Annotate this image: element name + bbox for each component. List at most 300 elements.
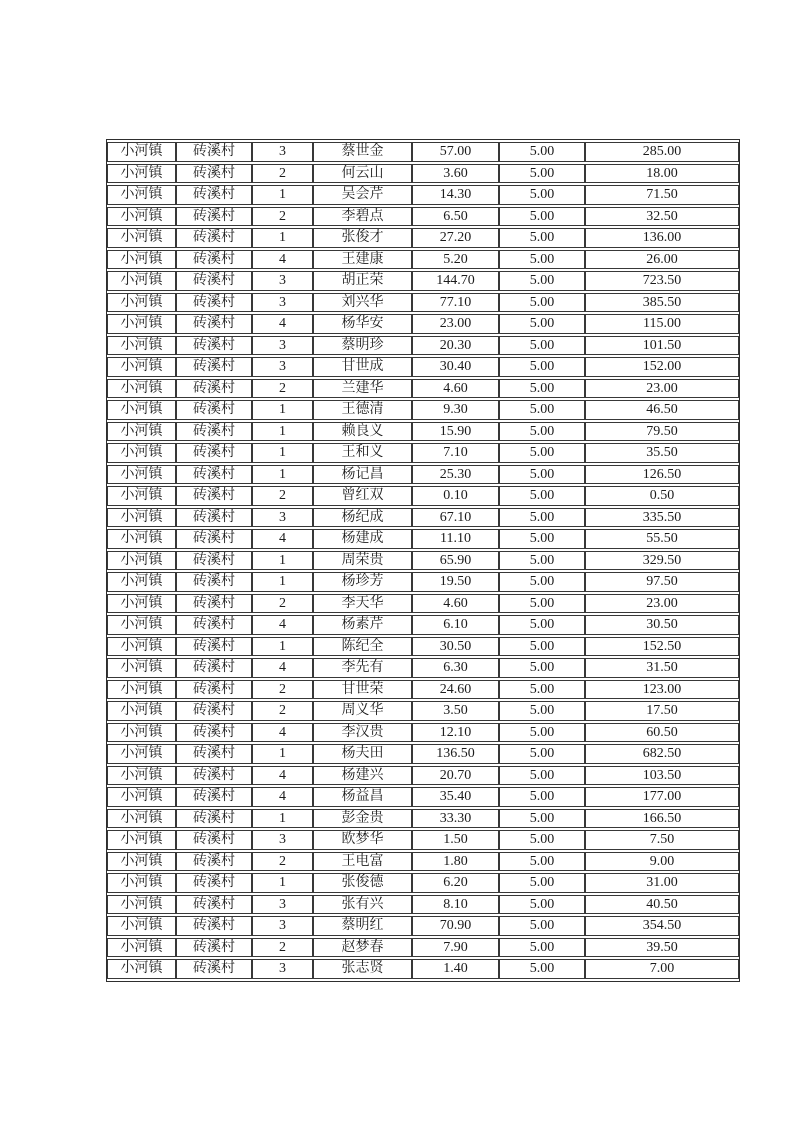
village-cell: 砖溪村: [176, 615, 252, 635]
quantity-cell: 65.90: [412, 551, 499, 571]
group-cell: 4: [252, 250, 313, 270]
amount-cell: 18.00: [585, 164, 739, 184]
quantity-cell: 7.90: [412, 938, 499, 958]
quantity-cell: 5.20: [412, 250, 499, 270]
quantity-cell: 6.30: [412, 658, 499, 678]
town-cell: 小河镇: [107, 594, 176, 614]
name-cell: 赵梦春: [313, 938, 412, 958]
quantity-cell: 57.00: [412, 142, 499, 162]
quantity-cell: 20.30: [412, 336, 499, 356]
amount-cell: 79.50: [585, 422, 739, 442]
town-cell: 小河镇: [107, 314, 176, 334]
quantity-cell: 23.00: [412, 314, 499, 334]
unit-price-cell: 5.00: [499, 379, 585, 399]
unit-price-cell: 5.00: [499, 637, 585, 657]
village-cell: 砖溪村: [176, 680, 252, 700]
table-row: [107, 271, 739, 291]
village-cell: 砖溪村: [176, 228, 252, 248]
name-cell: 杨华安: [313, 314, 412, 334]
table-row: [107, 959, 739, 979]
village-cell: 砖溪村: [176, 422, 252, 442]
village-cell: 砖溪村: [176, 271, 252, 291]
group-cell: 1: [252, 400, 313, 420]
village-cell: 砖溪村: [176, 164, 252, 184]
amount-cell: 115.00: [585, 314, 739, 334]
village-cell: 砖溪村: [176, 701, 252, 721]
table-row: [107, 701, 739, 721]
quantity-cell: 11.10: [412, 529, 499, 549]
town-cell: 小河镇: [107, 400, 176, 420]
unit-price-cell: 5.00: [499, 443, 585, 463]
amount-cell: 123.00: [585, 680, 739, 700]
village-cell: 砖溪村: [176, 443, 252, 463]
quantity-cell: 6.20: [412, 873, 499, 893]
village-cell: 砖溪村: [176, 486, 252, 506]
table-row: [107, 615, 739, 635]
group-cell: 2: [252, 207, 313, 227]
group-cell: 4: [252, 615, 313, 635]
amount-cell: 23.00: [585, 379, 739, 399]
town-cell: 小河镇: [107, 873, 176, 893]
town-cell: 小河镇: [107, 250, 176, 270]
name-cell: 李汉贵: [313, 723, 412, 743]
name-cell: 张志贤: [313, 959, 412, 979]
unit-price-cell: 5.00: [499, 895, 585, 915]
name-cell: 何云山: [313, 164, 412, 184]
name-cell: 杨益昌: [313, 787, 412, 807]
name-cell: 王建康: [313, 250, 412, 270]
village-cell: 砖溪村: [176, 551, 252, 571]
quantity-cell: 136.50: [412, 744, 499, 764]
group-cell: 3: [252, 336, 313, 356]
village-cell: 砖溪村: [176, 207, 252, 227]
group-cell: 2: [252, 938, 313, 958]
amount-cell: 285.00: [585, 142, 739, 162]
table-row: [107, 766, 739, 786]
table-row: [107, 787, 739, 807]
unit-price-cell: 5.00: [499, 916, 585, 936]
town-cell: 小河镇: [107, 787, 176, 807]
table-row: [107, 594, 739, 614]
group-cell: 3: [252, 271, 313, 291]
town-cell: 小河镇: [107, 422, 176, 442]
unit-price-cell: 5.00: [499, 250, 585, 270]
table-row: [107, 164, 739, 184]
roster-table: [106, 139, 740, 982]
name-cell: 杨纪成: [313, 508, 412, 528]
table-row: [107, 336, 739, 356]
table-row: [107, 293, 739, 313]
group-cell: 1: [252, 572, 313, 592]
quantity-cell: 4.60: [412, 379, 499, 399]
village-cell: 砖溪村: [176, 465, 252, 485]
village-cell: 砖溪村: [176, 938, 252, 958]
group-cell: 1: [252, 465, 313, 485]
name-cell: 王电富: [313, 852, 412, 872]
town-cell: 小河镇: [107, 938, 176, 958]
table-row: [107, 680, 739, 700]
town-cell: 小河镇: [107, 529, 176, 549]
village-cell: 砖溪村: [176, 250, 252, 270]
group-cell: 2: [252, 852, 313, 872]
village-cell: 砖溪村: [176, 744, 252, 764]
amount-cell: 101.50: [585, 336, 739, 356]
name-cell: 杨珍芳: [313, 572, 412, 592]
table-row: [107, 658, 739, 678]
quantity-cell: 7.10: [412, 443, 499, 463]
table-row: [107, 400, 739, 420]
unit-price-cell: 5.00: [499, 465, 585, 485]
unit-price-cell: 5.00: [499, 787, 585, 807]
quantity-cell: 70.90: [412, 916, 499, 936]
unit-price-cell: 5.00: [499, 680, 585, 700]
town-cell: 小河镇: [107, 852, 176, 872]
unit-price-cell: 5.00: [499, 658, 585, 678]
table-row: [107, 873, 739, 893]
table-row: [107, 637, 739, 657]
town-cell: 小河镇: [107, 809, 176, 829]
village-cell: 砖溪村: [176, 529, 252, 549]
name-cell: 张有兴: [313, 895, 412, 915]
table-row: [107, 744, 739, 764]
group-cell: 3: [252, 959, 313, 979]
unit-price-cell: 5.00: [499, 809, 585, 829]
unit-price-cell: 5.00: [499, 572, 585, 592]
name-cell: 杨记昌: [313, 465, 412, 485]
amount-cell: 35.50: [585, 443, 739, 463]
unit-price-cell: 5.00: [499, 830, 585, 850]
group-cell: 4: [252, 658, 313, 678]
quantity-cell: 20.70: [412, 766, 499, 786]
unit-price-cell: 5.00: [499, 723, 585, 743]
table-row: [107, 529, 739, 549]
table-row: [107, 465, 739, 485]
table-row: [107, 250, 739, 270]
name-cell: 周荣贵: [313, 551, 412, 571]
group-cell: 3: [252, 895, 313, 915]
unit-price-cell: 5.00: [499, 551, 585, 571]
village-cell: 砖溪村: [176, 766, 252, 786]
unit-price-cell: 5.00: [499, 422, 585, 442]
amount-cell: 39.50: [585, 938, 739, 958]
unit-price-cell: 5.00: [499, 400, 585, 420]
unit-price-cell: 5.00: [499, 164, 585, 184]
quantity-cell: 30.50: [412, 637, 499, 657]
table-row: [107, 142, 739, 162]
group-cell: 1: [252, 873, 313, 893]
town-cell: 小河镇: [107, 637, 176, 657]
quantity-cell: 1.50: [412, 830, 499, 850]
amount-cell: 329.50: [585, 551, 739, 571]
table-row: [107, 207, 739, 227]
unit-price-cell: 5.00: [499, 938, 585, 958]
town-cell: 小河镇: [107, 615, 176, 635]
unit-price-cell: 5.00: [499, 357, 585, 377]
town-cell: 小河镇: [107, 701, 176, 721]
table-row: [107, 379, 739, 399]
quantity-cell: 77.10: [412, 293, 499, 313]
quantity-cell: 15.90: [412, 422, 499, 442]
amount-cell: 23.00: [585, 594, 739, 614]
town-cell: 小河镇: [107, 916, 176, 936]
village-cell: 砖溪村: [176, 336, 252, 356]
amount-cell: 682.50: [585, 744, 739, 764]
name-cell: 兰建华: [313, 379, 412, 399]
unit-price-cell: 5.00: [499, 508, 585, 528]
amount-cell: 136.00: [585, 228, 739, 248]
group-cell: 2: [252, 594, 313, 614]
unit-price-cell: 5.00: [499, 336, 585, 356]
quantity-cell: 1.80: [412, 852, 499, 872]
name-cell: 吴会芹: [313, 185, 412, 205]
quantity-cell: 33.30: [412, 809, 499, 829]
name-cell: 刘兴华: [313, 293, 412, 313]
name-cell: 王和义: [313, 443, 412, 463]
table-row: [107, 551, 739, 571]
table-row: [107, 314, 739, 334]
group-cell: 1: [252, 443, 313, 463]
amount-cell: 60.50: [585, 723, 739, 743]
name-cell: 赖良义: [313, 422, 412, 442]
name-cell: 杨夫田: [313, 744, 412, 764]
group-cell: 4: [252, 787, 313, 807]
table-row: [107, 443, 739, 463]
group-cell: 2: [252, 379, 313, 399]
group-cell: 2: [252, 164, 313, 184]
village-cell: 砖溪村: [176, 185, 252, 205]
group-cell: 1: [252, 185, 313, 205]
town-cell: 小河镇: [107, 465, 176, 485]
town-cell: 小河镇: [107, 228, 176, 248]
table-row: [107, 895, 739, 915]
name-cell: 彭金贵: [313, 809, 412, 829]
quantity-cell: 19.50: [412, 572, 499, 592]
amount-cell: 9.00: [585, 852, 739, 872]
unit-price-cell: 5.00: [499, 701, 585, 721]
village-cell: 砖溪村: [176, 314, 252, 334]
unit-price-cell: 5.00: [499, 852, 585, 872]
name-cell: 杨建兴: [313, 766, 412, 786]
town-cell: 小河镇: [107, 185, 176, 205]
village-cell: 砖溪村: [176, 293, 252, 313]
amount-cell: 32.50: [585, 207, 739, 227]
table-row: [107, 185, 739, 205]
unit-price-cell: 5.00: [499, 293, 585, 313]
town-cell: 小河镇: [107, 723, 176, 743]
name-cell: 李先有: [313, 658, 412, 678]
unit-price-cell: 5.00: [499, 142, 585, 162]
group-cell: 2: [252, 680, 313, 700]
town-cell: 小河镇: [107, 207, 176, 227]
table-row: [107, 422, 739, 442]
town-cell: 小河镇: [107, 572, 176, 592]
name-cell: 杨建成: [313, 529, 412, 549]
village-cell: 砖溪村: [176, 357, 252, 377]
table-row: [107, 938, 739, 958]
unit-price-cell: 5.00: [499, 873, 585, 893]
group-cell: 1: [252, 551, 313, 571]
name-cell: 王德清: [313, 400, 412, 420]
table-row: [107, 809, 739, 829]
unit-price-cell: 5.00: [499, 959, 585, 979]
village-cell: 砖溪村: [176, 895, 252, 915]
name-cell: 陈纪全: [313, 637, 412, 657]
name-cell: 甘世成: [313, 357, 412, 377]
village-cell: 砖溪村: [176, 916, 252, 936]
table-row: [107, 508, 739, 528]
quantity-cell: 25.30: [412, 465, 499, 485]
amount-cell: 26.00: [585, 250, 739, 270]
quantity-cell: 9.30: [412, 400, 499, 420]
amount-cell: 55.50: [585, 529, 739, 549]
amount-cell: 17.50: [585, 701, 739, 721]
village-cell: 砖溪村: [176, 637, 252, 657]
quantity-cell: 144.70: [412, 271, 499, 291]
quantity-cell: 3.60: [412, 164, 499, 184]
amount-cell: 0.50: [585, 486, 739, 506]
town-cell: 小河镇: [107, 744, 176, 764]
amount-cell: 7.50: [585, 830, 739, 850]
roster-table-body: [107, 142, 739, 979]
table-row: [107, 357, 739, 377]
town-cell: 小河镇: [107, 357, 176, 377]
table-row: [107, 572, 739, 592]
quantity-cell: 4.60: [412, 594, 499, 614]
amount-cell: 126.50: [585, 465, 739, 485]
village-cell: 砖溪村: [176, 379, 252, 399]
village-cell: 砖溪村: [176, 572, 252, 592]
name-cell: 周义华: [313, 701, 412, 721]
name-cell: 张俊才: [313, 228, 412, 248]
village-cell: 砖溪村: [176, 400, 252, 420]
village-cell: 砖溪村: [176, 723, 252, 743]
name-cell: 李天华: [313, 594, 412, 614]
group-cell: 1: [252, 228, 313, 248]
group-cell: 4: [252, 766, 313, 786]
village-cell: 砖溪村: [176, 809, 252, 829]
village-cell: 砖溪村: [176, 658, 252, 678]
village-cell: 砖溪村: [176, 787, 252, 807]
unit-price-cell: 5.00: [499, 594, 585, 614]
amount-cell: 40.50: [585, 895, 739, 915]
group-cell: 1: [252, 422, 313, 442]
unit-price-cell: 5.00: [499, 486, 585, 506]
town-cell: 小河镇: [107, 271, 176, 291]
amount-cell: 31.50: [585, 658, 739, 678]
unit-price-cell: 5.00: [499, 185, 585, 205]
group-cell: 2: [252, 486, 313, 506]
unit-price-cell: 5.00: [499, 207, 585, 227]
town-cell: 小河镇: [107, 164, 176, 184]
town-cell: 小河镇: [107, 486, 176, 506]
quantity-cell: 6.50: [412, 207, 499, 227]
town-cell: 小河镇: [107, 766, 176, 786]
amount-cell: 354.50: [585, 916, 739, 936]
amount-cell: 31.00: [585, 873, 739, 893]
group-cell: 3: [252, 357, 313, 377]
amount-cell: 71.50: [585, 185, 739, 205]
group-cell: 1: [252, 809, 313, 829]
group-cell: 3: [252, 916, 313, 936]
amount-cell: 152.00: [585, 357, 739, 377]
unit-price-cell: 5.00: [499, 271, 585, 291]
quantity-cell: 1.40: [412, 959, 499, 979]
amount-cell: 385.50: [585, 293, 739, 313]
amount-cell: 177.00: [585, 787, 739, 807]
name-cell: 甘世荣: [313, 680, 412, 700]
name-cell: 杨素芹: [313, 615, 412, 635]
name-cell: 胡正荣: [313, 271, 412, 291]
town-cell: 小河镇: [107, 959, 176, 979]
village-cell: 砖溪村: [176, 508, 252, 528]
unit-price-cell: 5.00: [499, 615, 585, 635]
amount-cell: 97.50: [585, 572, 739, 592]
amount-cell: 30.50: [585, 615, 739, 635]
quantity-cell: 0.10: [412, 486, 499, 506]
group-cell: 4: [252, 314, 313, 334]
village-cell: 砖溪村: [176, 959, 252, 979]
village-cell: 砖溪村: [176, 142, 252, 162]
group-cell: 3: [252, 508, 313, 528]
town-cell: 小河镇: [107, 443, 176, 463]
amount-cell: 7.00: [585, 959, 739, 979]
amount-cell: 103.50: [585, 766, 739, 786]
name-cell: 李碧点: [313, 207, 412, 227]
town-cell: 小河镇: [107, 551, 176, 571]
town-cell: 小河镇: [107, 658, 176, 678]
table-row: [107, 852, 739, 872]
quantity-cell: 24.60: [412, 680, 499, 700]
town-cell: 小河镇: [107, 508, 176, 528]
group-cell: 3: [252, 830, 313, 850]
quantity-cell: 35.40: [412, 787, 499, 807]
group-cell: 1: [252, 637, 313, 657]
amount-cell: 166.50: [585, 809, 739, 829]
quantity-cell: 12.10: [412, 723, 499, 743]
group-cell: 3: [252, 142, 313, 162]
town-cell: 小河镇: [107, 895, 176, 915]
name-cell: 蔡世金: [313, 142, 412, 162]
table-row: [107, 228, 739, 248]
quantity-cell: 27.20: [412, 228, 499, 248]
town-cell: 小河镇: [107, 379, 176, 399]
town-cell: 小河镇: [107, 830, 176, 850]
village-cell: 砖溪村: [176, 594, 252, 614]
amount-cell: 723.50: [585, 271, 739, 291]
quantity-cell: 8.10: [412, 895, 499, 915]
group-cell: 2: [252, 701, 313, 721]
unit-price-cell: 5.00: [499, 314, 585, 334]
name-cell: 欧梦华: [313, 830, 412, 850]
group-cell: 4: [252, 723, 313, 743]
name-cell: 曾红双: [313, 486, 412, 506]
table-row: [107, 830, 739, 850]
quantity-cell: 30.40: [412, 357, 499, 377]
village-cell: 砖溪村: [176, 830, 252, 850]
village-cell: 砖溪村: [176, 852, 252, 872]
amount-cell: 46.50: [585, 400, 739, 420]
town-cell: 小河镇: [107, 142, 176, 162]
unit-price-cell: 5.00: [499, 744, 585, 764]
village-cell: 砖溪村: [176, 873, 252, 893]
amount-cell: 152.50: [585, 637, 739, 657]
name-cell: 蔡明红: [313, 916, 412, 936]
quantity-cell: 6.10: [412, 615, 499, 635]
quantity-cell: 67.10: [412, 508, 499, 528]
name-cell: 蔡明珍: [313, 336, 412, 356]
unit-price-cell: 5.00: [499, 529, 585, 549]
table-row: [107, 486, 739, 506]
